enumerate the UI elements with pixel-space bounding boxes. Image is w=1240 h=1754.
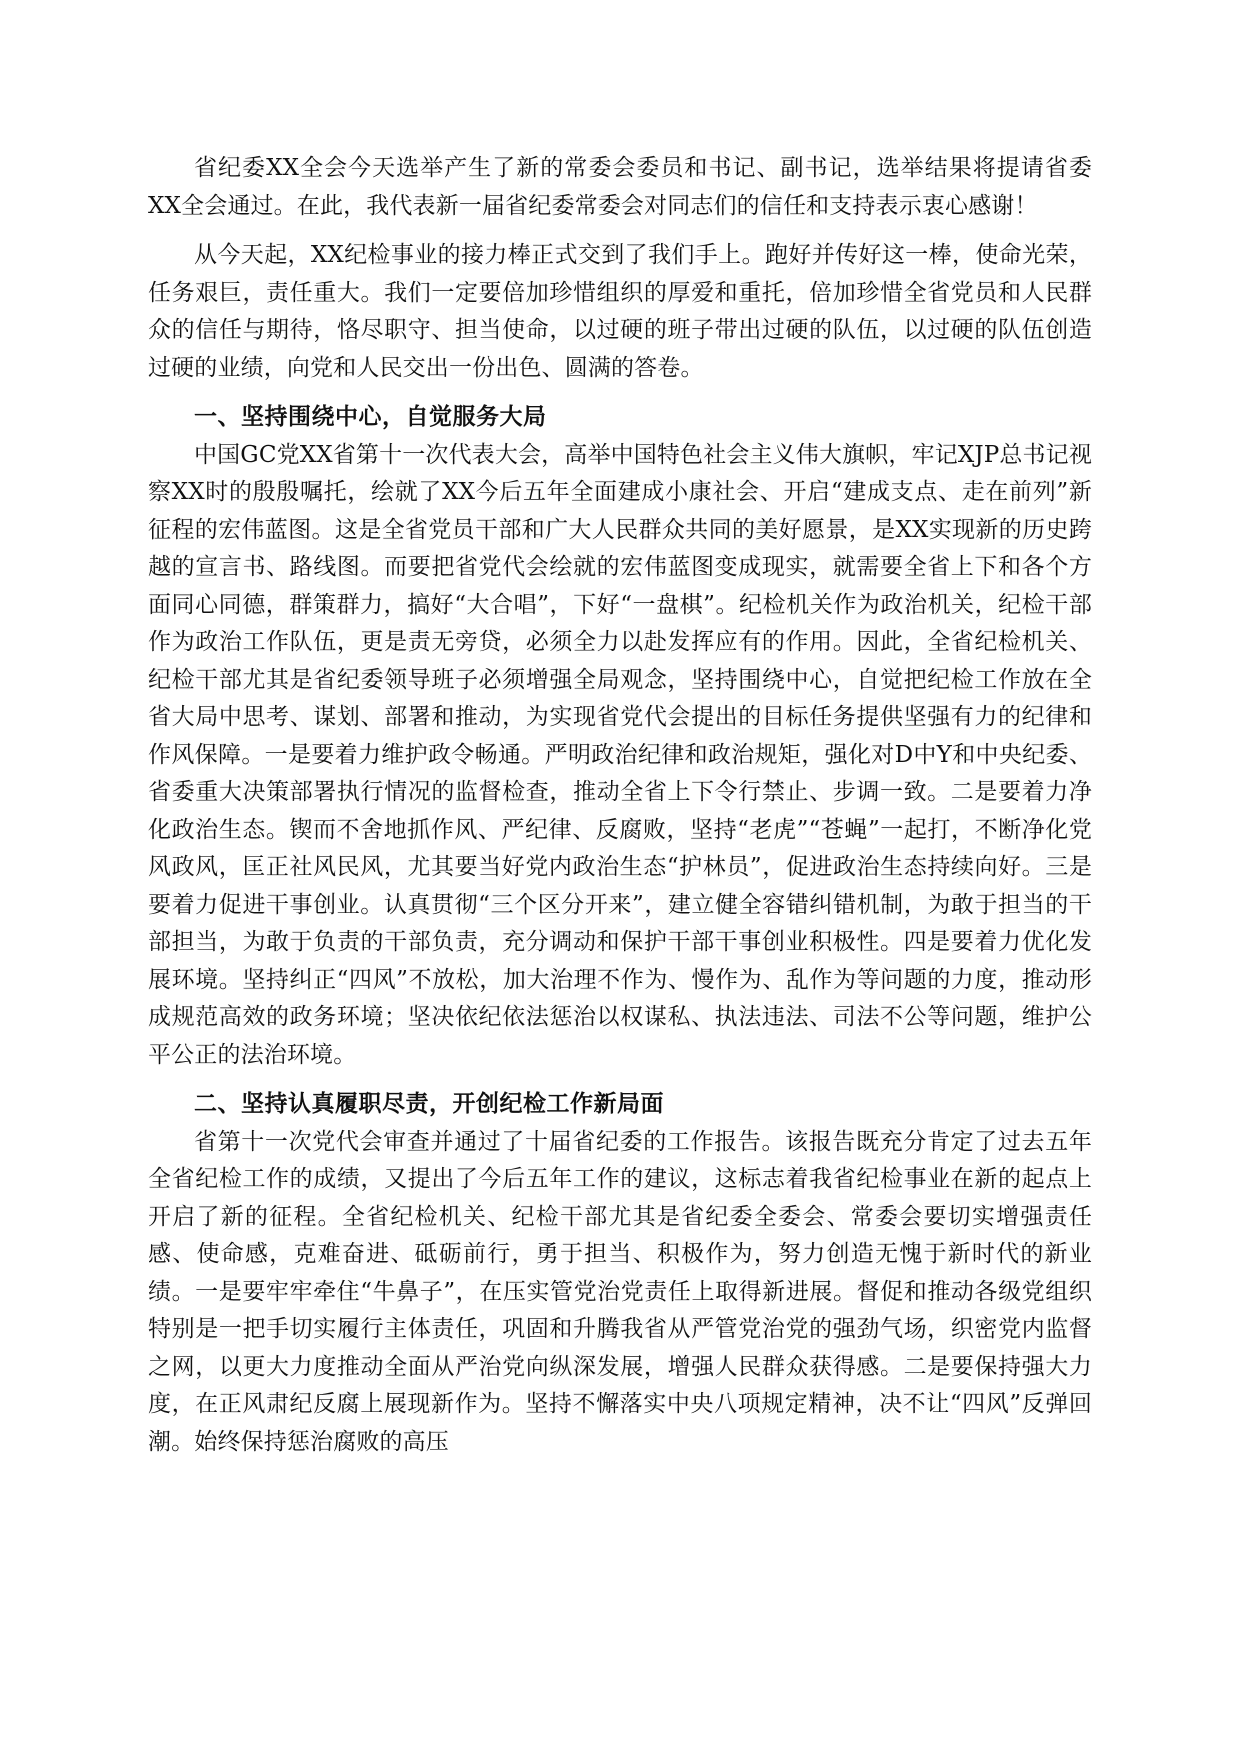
document-page — [148, 150, 1092, 1461]
section-1-heading: 一、坚持围绕中心，自觉服务大局 — [194, 404, 547, 430]
intro-paragraph: 省纪委XX全会今天选举产生了新的常委会委员和书记、副书记，选举结果将提请省委XX全会通过。在此，我代表新一届省纪委常委会对同志们的信任和支持表示衷心感谢！ — [148, 155, 1092, 219]
section-2-body: 省第十一次党代会审查并通过了十届省纪委的工作报告。该报告既充分肯定了过去五年全省纪检工作的成绩，又提出了今后五年工作的建议，这标志着我省纪检事业在新的起点上开启了新的征程。全省纪检机关、纪检干部尤其是省纪委全委会、常委会要切实增强责任感、使命感，克难奋进、砥砺前行，勇于担当、积极作为，努力创造无愧于新时代的新业绩。一是要牢牢牵住“牛鼻子”，在压实管党治党责任上取得新进展。督促和推动各级党组织特别是一把手切实履行主体责任，巩固和升腾我省从严管党治党的强劲气场，织密党内监督之网，以更大力度推动全面从严治党向纵深发展，增强人民群众获得感。二是要保持强大力度，在正风肃纪反腐上展现新作为。坚持不懈落实中央八项规定精神，决不让“四风”反弹回潮。始终保持惩治腐败的高压 — [148, 1128, 1092, 1455]
mission-paragraph: 从今天起，XX纪检事业的接力棒正式交到了我们手上。跑好并传好这一棒，使命光荣，任务艰巨，责任重大。我们一定要倍加珍惜组织的厚爱和重托，倍加珍惜全省党员和人民群众的信任与期待，恪尽职守、担当使命，以过硬的班子带出过硬的队伍，以过硬的队伍创造过硬的业绩，向党和人民交出一份出色、圆满的答卷。 — [148, 242, 1092, 381]
section-2-heading: 二、坚持认真履职尽责，开创纪检工作新局面 — [194, 1091, 664, 1117]
section-1-body: 中国GC党XX省第十一次代表大会，高举中国特色社会主义伟大旗帜，牢记XJP总书记视察XX时的殷殷嘱托，绘就了XX今后五年全面建成小康社会、开启“建成支点、走在前列”新征程的宏伟蓝图。这是全省党员干部和广大人民群众共同的美好愿景，是XX实现新的历史跨越的宣言书、路线图。而要把省党代会绘就的宏伟蓝图变成现实，就需要全省上下和各个方面同心同德，群策群力，搞好“大合唱”，下好“一盘棋”。纪检机关作为政治机关，纪检干部作为政治工作队伍，更是责无旁贷，必须全力以赴发挥应有的作用。因此，全省纪检机关、纪检干部尤其是省纪委领导班子必须增强全局观念，坚持围绕中心，自觉把纪检工作放在全省大局中思考、谋划、部署和推动，为实现省党代会提出的目标任务提供坚强有力的纪律和作风保障。一是要着力维护政令畅通。严明政治纪律和政治规矩，强化对D中Y和中央纪委、省委重大决策部署执行情况的监督检查，推动全省上下令行禁止、步调一致。二是要着力净化政治生态。锲而不舍地抓作风、严纪律、反腐败，坚持“老虎”“苍蝇”一起打，不断净化党风政风，匡正社风民风，尤其要当好党内政治生态“护林员”，促进政治生态持续向好。三是要着力促进干事创业。认真贯彻“三个区分开来”，建立健全容错纠错机制，为敢于担当的干部担当，为敢于负责的干部负责，充分调动和保护干部干事创业积极性。四是要着力优化发展环境。坚持纠正“四风”不放松，加大治理不作为、慢作为、乱作为等问题的力度，推动形成规范高效的政务环境；坚决依纪依法惩治以权谋私、执法违法、司法不公等问题，维护公平公正的法治环境。 — [148, 441, 1092, 1068]
